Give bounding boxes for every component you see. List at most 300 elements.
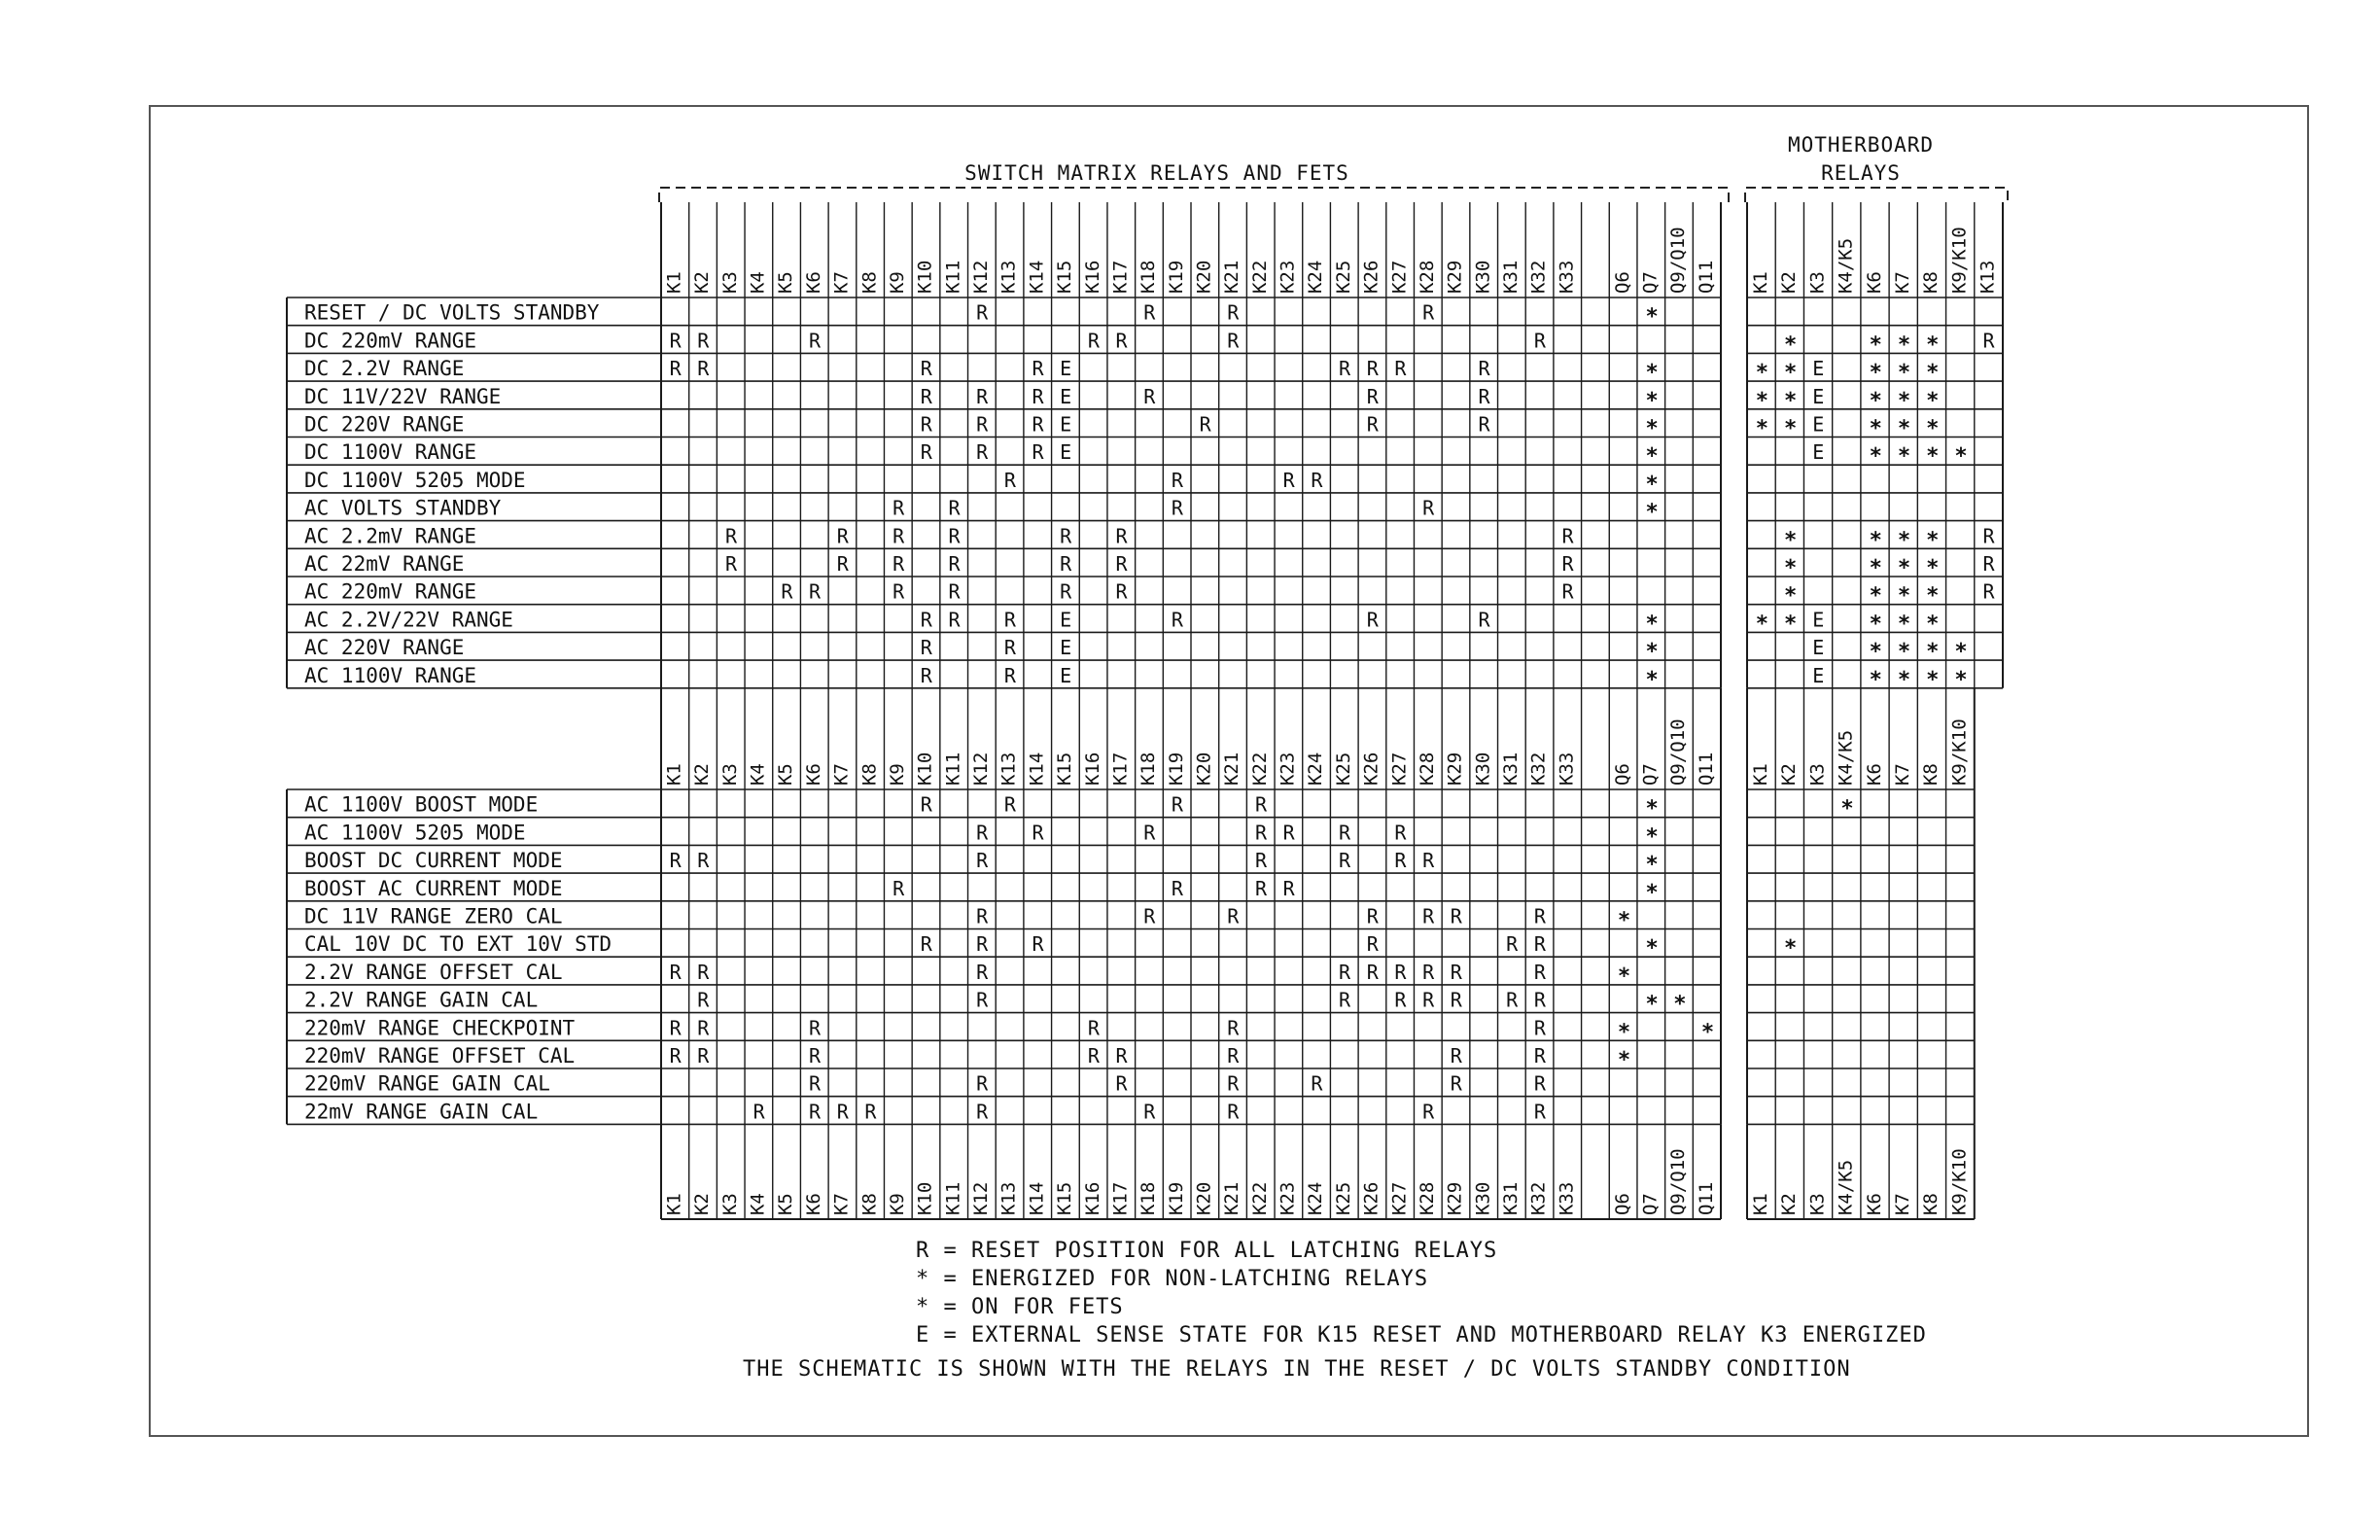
mb-cell-mark: * bbox=[1926, 583, 1940, 609]
cell-mark: R bbox=[1366, 384, 1379, 408]
motherboard-title-sub: RELAYS bbox=[1821, 161, 1901, 185]
cell-mark: R bbox=[864, 1100, 877, 1124]
cell-mark: R bbox=[920, 440, 932, 465]
column-header-k2: K2 bbox=[691, 271, 714, 294]
cell-mark: R bbox=[669, 849, 682, 873]
column-header-k3: K3 bbox=[718, 271, 741, 294]
mb-cell-mark: * bbox=[1869, 528, 1882, 553]
column-header-k17: K17 bbox=[1109, 1181, 1132, 1215]
cell-mark: R bbox=[976, 300, 989, 325]
cell-mark: R bbox=[1227, 1044, 1240, 1068]
row-label: AC 2.2mV RANGE bbox=[304, 524, 477, 548]
mb-cell-mark: * bbox=[1897, 612, 1911, 637]
cell-mark: R bbox=[1032, 412, 1044, 437]
cell-mark: E bbox=[1060, 636, 1072, 660]
column-header-k3: K3 bbox=[718, 763, 741, 786]
mb-cell-mark: R bbox=[1982, 552, 1995, 576]
cell-mark: R bbox=[1227, 904, 1240, 928]
mb-cell-mark: * bbox=[1954, 667, 1968, 692]
legend-line-external-sense: E = EXTERNAL SENSE STATE FOR K15 RESET AND MOTHERBOARD RELAY K3 ENERGIZED bbox=[916, 1323, 1927, 1348]
column-header-k27: K27 bbox=[1388, 752, 1411, 786]
cell-mark: R bbox=[669, 1044, 682, 1068]
column-header-k10: K10 bbox=[914, 1181, 936, 1215]
cell-mark: R bbox=[1032, 932, 1044, 957]
mb-column-header-k7: K7 bbox=[1891, 1193, 1913, 1215]
column-header-q9-q10: Q9/Q10 bbox=[1667, 718, 1690, 786]
cell-mark: R bbox=[809, 1016, 822, 1040]
cell-mark: R bbox=[1339, 988, 1351, 1012]
mb-column-header-k9-k10: K9/K10 bbox=[1948, 1148, 1971, 1215]
mb-cell-mark: * bbox=[1897, 583, 1911, 609]
row-label: DC 220V RANGE bbox=[304, 412, 465, 437]
cell-mark: R bbox=[1115, 524, 1128, 548]
column-header-k21: K21 bbox=[1221, 752, 1243, 786]
mb-cell-mark: R bbox=[1982, 524, 1995, 548]
mb-cell-mark: E bbox=[1812, 636, 1825, 660]
cell-mark: R bbox=[1060, 552, 1072, 576]
row-label: 220mV RANGE CHECKPOINT bbox=[304, 1016, 576, 1040]
column-header-q6: Q6 bbox=[1611, 763, 1633, 786]
column-header-k5: K5 bbox=[775, 763, 797, 786]
cell-mark: R bbox=[1422, 496, 1435, 520]
column-header-k18: K18 bbox=[1138, 260, 1160, 294]
mb-column-header-k6: K6 bbox=[1863, 763, 1885, 786]
mb-cell-mark: * bbox=[1783, 361, 1798, 386]
cell-mark: * bbox=[1617, 908, 1631, 933]
cell-mark: R bbox=[1060, 524, 1072, 548]
column-header-k10: K10 bbox=[914, 260, 936, 294]
cell-mark: R bbox=[809, 1071, 822, 1096]
column-header-k4: K4 bbox=[747, 271, 769, 294]
column-header-k29: K29 bbox=[1444, 1181, 1466, 1215]
cell-mark: R bbox=[1282, 821, 1295, 845]
column-header-k30: K30 bbox=[1472, 1181, 1494, 1215]
cell-mark: R bbox=[1450, 904, 1462, 928]
mb-column-header-k4-k5: K4/K5 bbox=[1835, 237, 1857, 294]
mb-column-header-k8: K8 bbox=[1920, 763, 1942, 786]
column-header-k17: K17 bbox=[1109, 752, 1132, 786]
cell-mark: R bbox=[1060, 579, 1072, 604]
row-label: CAL 10V DC TO EXT 10V STD bbox=[304, 932, 612, 957]
cell-mark: R bbox=[1227, 300, 1240, 325]
cell-mark: R bbox=[1003, 636, 1016, 660]
column-header-k8: K8 bbox=[858, 1193, 881, 1215]
cell-mark: R bbox=[948, 608, 961, 632]
cell-mark: R bbox=[809, 1100, 822, 1124]
cell-mark: R bbox=[1450, 988, 1462, 1012]
column-header-k33: K33 bbox=[1556, 752, 1578, 786]
row-label: BOOST DC CURRENT MODE bbox=[304, 849, 563, 873]
cell-mark: R bbox=[1171, 468, 1183, 492]
cell-mark: * bbox=[1645, 444, 1659, 470]
column-header-k25: K25 bbox=[1332, 752, 1354, 786]
cell-mark: R bbox=[1254, 849, 1268, 873]
cell-mark: * bbox=[1645, 612, 1659, 637]
column-header-k31: K31 bbox=[1500, 260, 1522, 294]
cell-mark: R bbox=[1533, 1016, 1546, 1040]
column-header-k4: K4 bbox=[747, 763, 769, 786]
cell-mark: R bbox=[948, 524, 961, 548]
mb-cell-mark: * bbox=[1926, 444, 1940, 470]
cell-mark: R bbox=[1199, 412, 1211, 437]
cell-mark: R bbox=[1450, 1071, 1462, 1096]
column-header-k8: K8 bbox=[858, 271, 881, 294]
mb-cell-mark: * bbox=[1869, 361, 1882, 386]
column-header-k19: K19 bbox=[1165, 752, 1187, 786]
cell-mark: R bbox=[836, 1100, 849, 1124]
cell-mark: R bbox=[1254, 821, 1268, 845]
cell-mark: R bbox=[1366, 960, 1379, 984]
cell-mark: R bbox=[976, 1100, 989, 1124]
mb-cell-mark: R bbox=[1982, 329, 1995, 353]
column-header-k30: K30 bbox=[1472, 752, 1494, 786]
row-label: 220mV RANGE OFFSET CAL bbox=[304, 1044, 576, 1068]
cell-mark: R bbox=[1506, 988, 1519, 1012]
cell-mark: R bbox=[1394, 821, 1407, 845]
cell-mark: * bbox=[1645, 824, 1659, 850]
column-header-q6: Q6 bbox=[1611, 271, 1633, 294]
cell-mark: * bbox=[1645, 880, 1659, 905]
column-header-k15: K15 bbox=[1054, 260, 1076, 294]
motherboard-title: MOTHERBOARD bbox=[1787, 133, 1935, 157]
mb-column-header-k8: K8 bbox=[1920, 271, 1942, 294]
mb-cell-mark: * bbox=[1897, 556, 1911, 580]
row-label: DC 1100V RANGE bbox=[304, 440, 477, 465]
mb-cell-mark: * bbox=[1926, 332, 1940, 358]
cell-mark: R bbox=[892, 579, 905, 604]
mb-column-header-k8: K8 bbox=[1920, 1193, 1942, 1215]
column-header-k15: K15 bbox=[1054, 1181, 1076, 1215]
row-label: AC 1100V RANGE bbox=[304, 663, 477, 687]
mb-cell-mark: * bbox=[1783, 332, 1798, 358]
mb-column-header-k4-k5: K4/K5 bbox=[1835, 1159, 1857, 1215]
column-header-k17: K17 bbox=[1109, 260, 1132, 294]
cell-mark: R bbox=[1115, 552, 1128, 576]
cell-mark: R bbox=[1533, 904, 1546, 928]
column-header-k1: K1 bbox=[663, 763, 685, 786]
mb-cell-mark: * bbox=[1926, 361, 1940, 386]
column-header-k4: K4 bbox=[747, 1193, 769, 1215]
mb-cell-mark: E bbox=[1812, 412, 1825, 437]
mb-cell-mark: * bbox=[1783, 528, 1798, 553]
mb-cell-mark: * bbox=[1869, 444, 1882, 470]
cell-mark: R bbox=[1422, 1100, 1435, 1124]
cell-mark: R bbox=[1339, 821, 1351, 845]
cell-mark: * bbox=[1700, 1020, 1715, 1045]
cell-mark: R bbox=[1533, 329, 1546, 353]
cell-mark: R bbox=[1227, 1071, 1240, 1096]
column-header-q7: Q7 bbox=[1639, 763, 1662, 786]
column-header-q7: Q7 bbox=[1639, 271, 1662, 294]
mb-column-header-k2: K2 bbox=[1778, 1193, 1801, 1215]
cell-mark: R bbox=[1143, 384, 1156, 408]
column-header-k14: K14 bbox=[1026, 260, 1048, 294]
mb-cell-mark: * bbox=[1897, 332, 1911, 358]
row-label: BOOST AC CURRENT MODE bbox=[304, 876, 563, 900]
cell-mark: * bbox=[1645, 853, 1659, 878]
cell-mark: R bbox=[1143, 1100, 1156, 1124]
mb-cell-mark: * bbox=[1897, 416, 1911, 441]
cell-mark: R bbox=[948, 579, 961, 604]
column-header-k9: K9 bbox=[886, 271, 908, 294]
column-header-k28: K28 bbox=[1416, 260, 1438, 294]
mb-cell-mark: * bbox=[1840, 796, 1854, 822]
column-header-k2: K2 bbox=[691, 1193, 714, 1215]
column-header-k9: K9 bbox=[886, 763, 908, 786]
cell-mark: R bbox=[697, 357, 710, 381]
cell-mark: R bbox=[892, 524, 905, 548]
column-header-k23: K23 bbox=[1277, 260, 1299, 294]
cell-mark: R bbox=[1533, 1071, 1546, 1096]
cell-mark: * bbox=[1645, 992, 1659, 1017]
column-header-k16: K16 bbox=[1081, 260, 1103, 294]
row-label: AC 220mV RANGE bbox=[304, 579, 477, 604]
mb-column-header-k6: K6 bbox=[1863, 271, 1885, 294]
mb-cell-mark: * bbox=[1755, 361, 1769, 386]
column-header-k11: K11 bbox=[942, 1181, 964, 1215]
mb-cell-mark: * bbox=[1783, 416, 1798, 441]
cell-mark: R bbox=[976, 1071, 989, 1096]
cell-mark: * bbox=[1645, 936, 1659, 962]
column-header-q11: Q11 bbox=[1695, 1181, 1717, 1215]
cell-mark: R bbox=[920, 663, 932, 687]
cell-mark: R bbox=[920, 412, 932, 437]
row-label: 2.2V RANGE OFFSET CAL bbox=[304, 960, 563, 984]
cell-mark: R bbox=[976, 988, 989, 1012]
cell-mark: R bbox=[669, 357, 682, 381]
cell-mark: R bbox=[1171, 496, 1183, 520]
cell-mark: E bbox=[1060, 663, 1072, 687]
mb-cell-mark: * bbox=[1926, 388, 1940, 413]
cell-mark: R bbox=[809, 1044, 822, 1068]
column-header-k14: K14 bbox=[1026, 752, 1048, 786]
row-label: AC 220V RANGE bbox=[304, 636, 465, 660]
mb-cell-mark: E bbox=[1812, 357, 1825, 381]
column-header-k6: K6 bbox=[802, 271, 824, 294]
cell-mark: R bbox=[1003, 468, 1016, 492]
cell-mark: R bbox=[809, 329, 822, 353]
cell-mark: R bbox=[1478, 384, 1490, 408]
relay-cell-marks bbox=[304, 227, 1999, 1215]
mb-cell-mark: E bbox=[1812, 440, 1825, 465]
mb-cell-mark: E bbox=[1812, 384, 1825, 408]
column-header-k7: K7 bbox=[830, 763, 853, 786]
cell-mark: * bbox=[1645, 416, 1659, 441]
cell-mark: R bbox=[1366, 357, 1379, 381]
column-header-k10: K10 bbox=[914, 752, 936, 786]
column-header-q6: Q6 bbox=[1611, 1193, 1633, 1215]
mb-column-header-k2: K2 bbox=[1778, 271, 1801, 294]
legend bbox=[743, 1239, 1927, 1382]
cell-mark: R bbox=[1087, 1016, 1100, 1040]
cell-mark: R bbox=[976, 904, 989, 928]
column-header-k26: K26 bbox=[1360, 1181, 1382, 1215]
cell-mark: * bbox=[1645, 304, 1659, 330]
cell-mark: R bbox=[697, 1044, 710, 1068]
column-header-k1: K1 bbox=[663, 271, 685, 294]
cell-mark: R bbox=[1003, 792, 1016, 817]
cell-mark: R bbox=[1533, 960, 1546, 984]
cell-mark: R bbox=[1561, 524, 1574, 548]
mb-cell-mark: * bbox=[1926, 612, 1940, 637]
mb-cell-mark: * bbox=[1897, 444, 1911, 470]
column-header-k22: K22 bbox=[1248, 1181, 1271, 1215]
row-label: AC 1100V BOOST MODE bbox=[304, 792, 539, 817]
cell-mark: R bbox=[1533, 988, 1546, 1012]
cell-mark: * bbox=[1645, 667, 1659, 692]
cell-mark: R bbox=[948, 496, 961, 520]
column-header-k29: K29 bbox=[1444, 260, 1466, 294]
column-header-k30: K30 bbox=[1472, 260, 1494, 294]
cell-mark: R bbox=[1171, 792, 1183, 817]
cell-mark: * bbox=[1673, 992, 1687, 1017]
cell-mark: R bbox=[948, 552, 961, 576]
cell-mark: R bbox=[1478, 357, 1490, 381]
mb-cell-mark: * bbox=[1783, 556, 1798, 580]
row-label: DC 11V RANGE ZERO CAL bbox=[304, 904, 563, 928]
column-header-k16: K16 bbox=[1081, 1181, 1103, 1215]
mb-cell-mark: * bbox=[1869, 583, 1882, 609]
column-header-k16: K16 bbox=[1081, 752, 1103, 786]
cell-mark: * bbox=[1617, 963, 1631, 989]
cell-mark: * bbox=[1645, 472, 1659, 497]
cell-mark: * bbox=[1645, 388, 1659, 413]
cell-mark: R bbox=[1227, 329, 1240, 353]
mb-cell-mark: * bbox=[1926, 528, 1940, 553]
column-header-k6: K6 bbox=[802, 763, 824, 786]
mb-cell-mark: R bbox=[1982, 579, 1995, 604]
mb-cell-mark: * bbox=[1869, 667, 1882, 692]
row-label: AC 1100V 5205 MODE bbox=[304, 821, 526, 845]
cell-mark: R bbox=[1282, 876, 1295, 900]
mb-column-header-k6: K6 bbox=[1863, 1193, 1885, 1215]
cell-mark: * bbox=[1617, 1048, 1631, 1072]
column-header-k3: K3 bbox=[718, 1193, 741, 1215]
cell-mark: R bbox=[1422, 960, 1435, 984]
cell-mark: * bbox=[1617, 1020, 1631, 1045]
row-label: AC 2.2V/22V RANGE bbox=[304, 608, 513, 632]
cell-mark: R bbox=[1506, 932, 1519, 957]
cell-mark: R bbox=[1366, 608, 1379, 632]
cell-mark: R bbox=[1311, 468, 1323, 492]
mb-column-header-k13: K13 bbox=[1977, 260, 1999, 294]
switch-matrix-title: SWITCH MATRIX RELAYS AND FETS bbox=[964, 161, 1349, 185]
mb-cell-mark: * bbox=[1755, 416, 1769, 441]
column-header-k24: K24 bbox=[1305, 752, 1327, 786]
cell-mark: R bbox=[1339, 960, 1351, 984]
column-header-k22: K22 bbox=[1248, 752, 1271, 786]
column-header-k22: K22 bbox=[1248, 260, 1271, 294]
column-header-q9-q10: Q9/Q10 bbox=[1667, 1148, 1690, 1215]
cell-mark: R bbox=[1450, 960, 1462, 984]
cell-mark: R bbox=[1366, 904, 1379, 928]
mb-column-header-k3: K3 bbox=[1806, 1193, 1829, 1215]
title-brackets bbox=[659, 188, 2008, 202]
mb-column-header-k1: K1 bbox=[1749, 1193, 1771, 1215]
mb-column-header-k7: K7 bbox=[1891, 763, 1913, 786]
column-header-k23: K23 bbox=[1277, 752, 1299, 786]
cell-mark: R bbox=[976, 384, 989, 408]
cell-mark: * bbox=[1645, 796, 1659, 822]
mb-cell-mark: * bbox=[1897, 361, 1911, 386]
mb-cell-mark: * bbox=[1926, 667, 1940, 692]
cell-mark: R bbox=[1087, 329, 1100, 353]
cell-mark: R bbox=[1478, 412, 1490, 437]
cell-mark: R bbox=[1394, 960, 1407, 984]
row-label: 2.2V RANGE GAIN CAL bbox=[304, 988, 539, 1012]
mb-cell-mark: * bbox=[1755, 388, 1769, 413]
cell-mark: R bbox=[1561, 552, 1574, 576]
cell-mark: R bbox=[976, 932, 989, 957]
column-header-k13: K13 bbox=[998, 1181, 1020, 1215]
cell-mark: R bbox=[1254, 792, 1268, 817]
cell-mark: R bbox=[976, 412, 989, 437]
cell-mark: E bbox=[1060, 440, 1072, 465]
cell-mark: R bbox=[1561, 579, 1574, 604]
cell-mark: R bbox=[1171, 608, 1183, 632]
row-label: RESET / DC VOLTS STANDBY bbox=[304, 300, 600, 325]
cell-mark: R bbox=[1115, 1044, 1128, 1068]
cell-mark: R bbox=[1143, 904, 1156, 928]
column-header-k19: K19 bbox=[1165, 260, 1187, 294]
column-header-k24: K24 bbox=[1305, 260, 1327, 294]
footnote: THE SCHEMATIC IS SHOWN WITH THE RELAYS IN THE RESET / DC VOLTS STANDBY CONDITION bbox=[743, 1357, 1851, 1382]
column-header-k5: K5 bbox=[775, 1193, 797, 1215]
mb-cell-mark: * bbox=[1869, 332, 1882, 358]
legend-line-energized: * = ENERGIZED FOR NON-LATCHING RELAYS bbox=[916, 1267, 1429, 1291]
cell-mark: R bbox=[1254, 876, 1268, 900]
column-header-k28: K28 bbox=[1416, 752, 1438, 786]
mb-cell-mark: * bbox=[1783, 583, 1798, 609]
column-header-k31: K31 bbox=[1500, 1181, 1522, 1215]
column-header-k14: K14 bbox=[1026, 1181, 1048, 1215]
mb-cell-mark: * bbox=[1926, 416, 1940, 441]
column-header-k12: K12 bbox=[970, 752, 993, 786]
cell-mark: R bbox=[1422, 904, 1435, 928]
mb-cell-mark: * bbox=[1897, 388, 1911, 413]
cell-mark: R bbox=[781, 579, 793, 604]
cell-mark: R bbox=[892, 496, 905, 520]
cell-mark: R bbox=[1394, 357, 1407, 381]
cell-mark: R bbox=[1533, 1100, 1546, 1124]
row-label: DC 2.2V RANGE bbox=[304, 357, 465, 381]
mb-column-header-k7: K7 bbox=[1891, 271, 1913, 294]
row-label: DC 220mV RANGE bbox=[304, 329, 477, 353]
mb-cell-mark: * bbox=[1869, 416, 1882, 441]
mb-cell-mark: * bbox=[1926, 640, 1940, 665]
cell-mark: * bbox=[1645, 640, 1659, 665]
mb-cell-mark: * bbox=[1783, 936, 1798, 962]
cell-mark: R bbox=[697, 988, 710, 1012]
cell-mark: R bbox=[1422, 300, 1435, 325]
mb-cell-mark: * bbox=[1755, 612, 1769, 637]
cell-mark: R bbox=[1143, 821, 1156, 845]
cell-mark: R bbox=[1478, 608, 1490, 632]
cell-mark: R bbox=[1282, 468, 1295, 492]
column-header-k13: K13 bbox=[998, 752, 1020, 786]
cell-mark: R bbox=[697, 960, 710, 984]
mb-column-header-k2: K2 bbox=[1778, 763, 1801, 786]
cell-mark: R bbox=[1533, 1044, 1546, 1068]
column-header-k1: K1 bbox=[663, 1193, 685, 1215]
mb-cell-mark: * bbox=[1954, 444, 1968, 470]
column-header-k12: K12 bbox=[970, 260, 993, 294]
column-header-k26: K26 bbox=[1360, 752, 1382, 786]
cell-mark: R bbox=[724, 524, 738, 548]
column-header-k18: K18 bbox=[1138, 752, 1160, 786]
column-header-k9: K9 bbox=[886, 1193, 908, 1215]
cell-mark: R bbox=[697, 329, 710, 353]
